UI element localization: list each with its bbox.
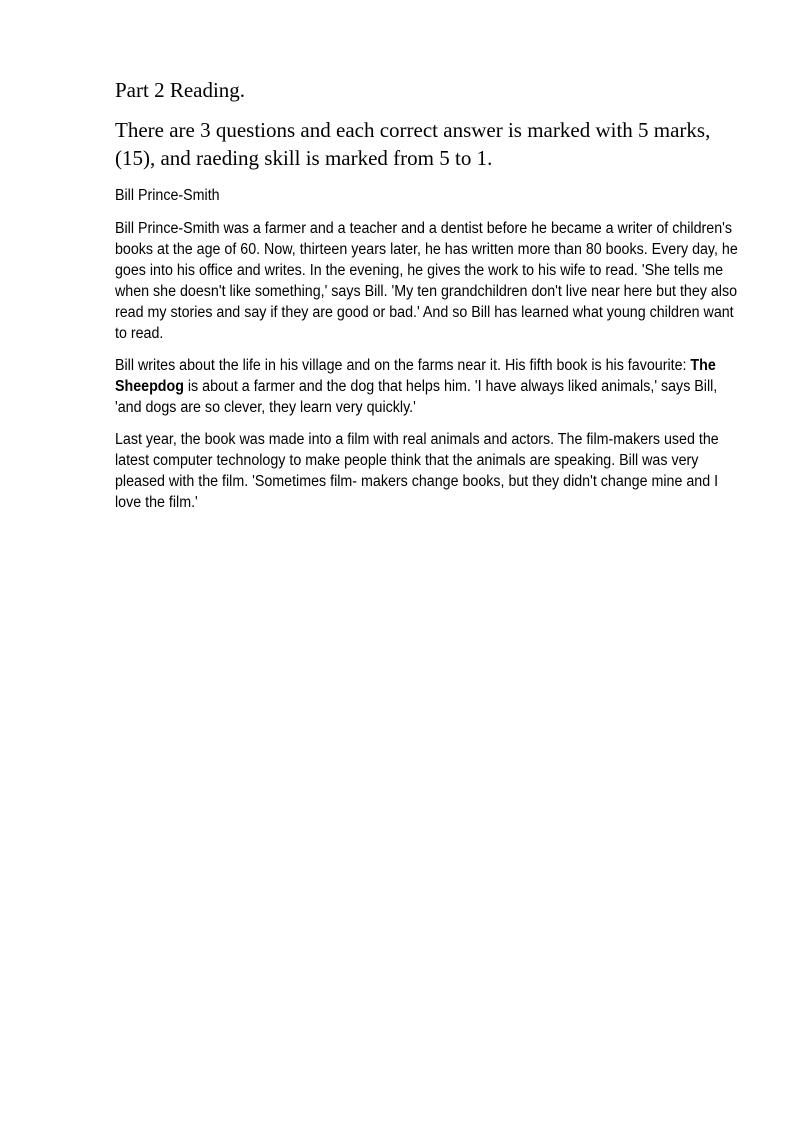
document-content xyxy=(115,76,745,524)
paragraph-2 xyxy=(115,355,743,418)
part-title: Part 2 Reading. xyxy=(115,78,246,102)
instructions: There are 3 questions and each correct answer is marked with 5 marks, (15), and raeding skill is marked from 5 to 1. xyxy=(115,118,711,170)
article-title: Bill Prince-Smith xyxy=(115,187,220,204)
paragraph-1: Bill Prince-Smith was a farmer and a teacher and a dentist before he became a writer of children's books at the age of 60. Now, thirteen years later, he has written more than 80 books. Every day, he goes into his office and writes. In the evening, he gives the work to his wife to read. 'She tells me when she doesn't like something,' says Bill. 'My ten grandchildren don't live near here but they also read my stories and say if they are good or bad.' And so Bill has learned what young children want to read. xyxy=(115,220,738,342)
book-title: The Sheepdog xyxy=(115,357,716,395)
paragraph-3: Last year, the book was made into a film with real animals and actors. The film-makers used the latest computer technology to make people think that the animals are speaking. Bill was very pleased with the film. 'Sometimes film- makers change books, but they didn't change mine and I love the film.' xyxy=(115,431,719,511)
paragraph-2-rest: is about a farmer and the dog that helps him. 'I have always liked animals,' says Bill, 'and dogs are so clever, they learn very quickly.' xyxy=(115,378,718,416)
paragraph-2-intro: Bill writes about the life in his village and on the farms near it. His fifth book is his favourite: xyxy=(115,357,691,374)
